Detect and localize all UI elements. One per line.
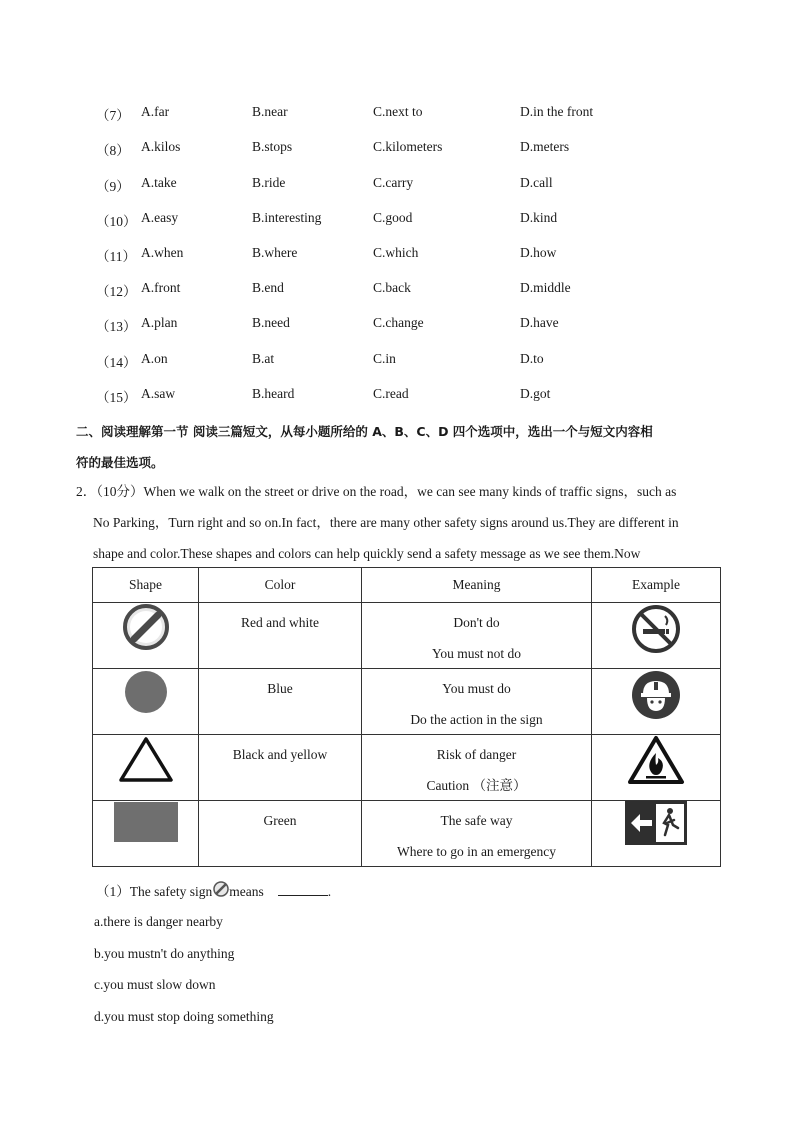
example-cell	[592, 801, 721, 867]
meaning-cell	[362, 603, 592, 669]
option-d: D.middle	[520, 280, 571, 295]
question-number: （13）	[96, 319, 137, 334]
option-c: C.change	[373, 315, 424, 330]
color-text: Green	[263, 813, 297, 828]
option-row-15	[96, 386, 696, 406]
option-d: D.call	[520, 175, 553, 190]
option-a: A.kilos	[141, 139, 181, 154]
option-c: C.back	[373, 280, 411, 295]
question-prefix: （1）The safety sign	[96, 884, 213, 899]
answer-b[interactable]: b.you mustn't do anything	[94, 945, 235, 961]
shape-cell	[93, 603, 199, 669]
question-suffix: means	[229, 884, 264, 899]
question-number: （9）	[96, 179, 130, 194]
option-row-7	[96, 104, 696, 124]
option-d: D.to	[520, 351, 544, 366]
answer-blank[interactable]	[278, 883, 328, 896]
meaning-line1: Risk of danger	[436, 747, 517, 762]
option-b: B.ride	[252, 175, 286, 190]
option-a: A.on	[141, 351, 168, 366]
example-cell	[592, 669, 721, 735]
meaning-line2: Do the action in the sign	[410, 712, 543, 727]
meaning-cell	[362, 735, 592, 801]
shape-cell	[93, 735, 199, 801]
shape-cell	[93, 801, 199, 867]
prohibition-circle-icon	[122, 603, 170, 651]
option-b: B.interesting	[252, 210, 322, 225]
question-1	[96, 880, 331, 900]
option-a: A.take	[141, 175, 177, 190]
meaning-line1: You must do	[442, 681, 511, 696]
table-row	[93, 801, 721, 867]
option-b: B.where	[252, 245, 298, 260]
option-a: A.plan	[141, 315, 178, 330]
meaning-line1: The safe way	[440, 813, 513, 828]
option-c: C.good	[373, 210, 413, 225]
color-cell	[199, 801, 362, 867]
meaning-cell	[362, 801, 592, 867]
color-cell	[199, 603, 362, 669]
table-row	[93, 735, 721, 801]
option-a: A.when	[141, 245, 184, 260]
table-header-row	[93, 568, 721, 603]
example-cell	[592, 735, 721, 801]
color-cell	[199, 735, 362, 801]
option-d: D.kind	[520, 210, 558, 225]
prohibition-circle-icon	[213, 881, 229, 897]
section-heading-line1: 二、阅读理解第一节 阅读三篇短文，从每小题所给的 A、B、C、D 四个选项中，选出一个与短文内容相	[76, 424, 653, 439]
section-heading-line2: 符的最佳选项。	[76, 455, 164, 470]
emergency-exit-icon	[625, 801, 687, 845]
question-number: （8）	[96, 143, 130, 158]
option-a: A.saw	[141, 386, 176, 401]
option-row-8	[96, 139, 696, 159]
option-c: C.read	[373, 386, 409, 401]
option-c: C.kilometers	[373, 139, 443, 154]
option-a: A.far	[141, 104, 170, 119]
header-meaning: Meaning	[362, 568, 592, 603]
question-number: （7）	[96, 108, 130, 123]
option-d: D.how	[520, 245, 557, 260]
option-row-14	[96, 351, 696, 371]
section-heading	[76, 416, 726, 478]
option-c: C.in	[373, 351, 396, 366]
option-b: B.end	[252, 280, 284, 295]
question-number: （10）	[96, 214, 137, 229]
answer-a[interactable]: a.there is danger nearby	[94, 914, 223, 929]
question-number: （12）	[96, 284, 137, 299]
option-b: B.at	[252, 351, 275, 366]
meaning-line2: You must not do	[431, 646, 522, 661]
question-end: .	[327, 884, 332, 899]
option-row-11	[96, 245, 696, 265]
option-row-9	[96, 175, 696, 195]
answer-c[interactable]: c.you must slow down	[94, 977, 216, 992]
option-d: D.got	[520, 386, 551, 401]
warning-triangle-icon	[118, 735, 174, 783]
shape-cell	[93, 669, 199, 735]
passage-line1: 2．（10分）When we walk on the street or drive on the road，we can see many kinds of traffic signs，such as	[76, 484, 677, 499]
option-c: C.next to	[373, 104, 423, 119]
header-shape: Shape	[93, 568, 199, 603]
question-number: （15）	[96, 390, 137, 405]
option-d: D.in the front	[520, 104, 594, 119]
color-cell	[199, 669, 362, 735]
question-number: （14）	[96, 355, 137, 370]
option-d: D.have	[520, 315, 559, 330]
option-a: A.front	[141, 280, 181, 295]
safety-signs-table	[92, 567, 721, 867]
no-smoking-icon	[630, 603, 682, 655]
color-text: Black and yellow	[232, 747, 328, 762]
table-row	[93, 669, 721, 735]
option-b: B.near	[252, 104, 288, 119]
option-c: C.carry	[373, 175, 414, 190]
header-example: Example	[592, 568, 721, 603]
blue-circle-icon	[123, 669, 169, 715]
meaning-line1: Don't do	[453, 615, 500, 630]
hard-hat-icon	[630, 669, 682, 721]
example-cell	[592, 603, 721, 669]
option-c: C.which	[373, 245, 419, 260]
reading-passage	[76, 476, 726, 569]
option-row-10	[96, 210, 696, 230]
option-row-13	[96, 315, 696, 335]
option-b: B.need	[252, 315, 290, 330]
color-text: Red and white	[241, 615, 319, 630]
answer-choices	[94, 914, 274, 1040]
meaning-cell	[362, 669, 592, 735]
answer-d[interactable]: d.you must stop doing something	[94, 1008, 274, 1024]
color-text: Blue	[267, 681, 293, 696]
option-b: B.stops	[252, 139, 293, 154]
passage-line3: shape and color.These shapes and colors can help quickly send a safety message as we see them.Now	[93, 546, 641, 561]
option-row-12	[96, 280, 696, 300]
fire-warning-icon	[627, 735, 685, 785]
meaning-line2: Caution （注意）	[426, 778, 527, 793]
option-a: A.easy	[141, 210, 179, 225]
option-b: B.heard	[252, 386, 295, 401]
option-d: D.meters	[520, 139, 570, 154]
meaning-line2: Where to go in an emergency	[396, 844, 557, 859]
question-number: （11）	[96, 249, 136, 264]
table-row	[93, 603, 721, 669]
green-rectangle-icon	[113, 801, 179, 843]
passage-line2: No Parking，Turn right and so on.In fact，there are many other safety signs around us.They are different in	[93, 515, 679, 530]
header-color: Color	[199, 568, 362, 603]
